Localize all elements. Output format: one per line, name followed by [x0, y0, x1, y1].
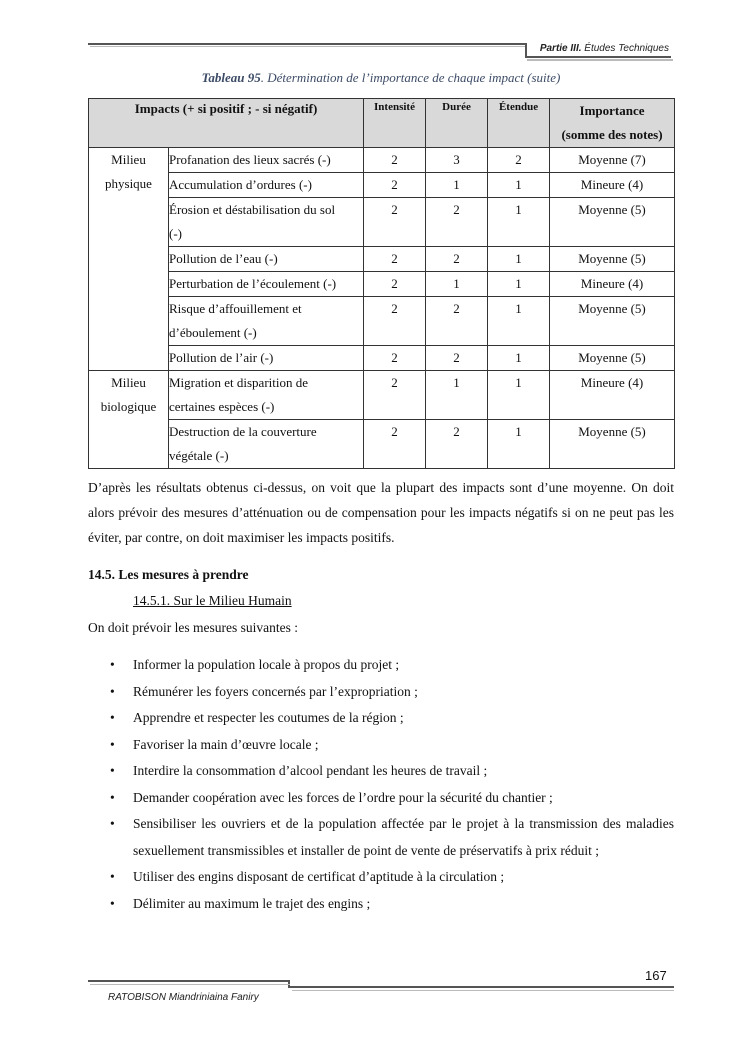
- importance-cell: Moyenne (5): [550, 297, 675, 346]
- subsection-title: 14.5.1. Sur le Milieu Humain: [133, 593, 292, 608]
- header-duree: Durée: [426, 99, 488, 148]
- importance-cell: Mineure (4): [550, 173, 675, 198]
- intensite-cell: 2: [364, 198, 426, 247]
- header-impacts: Impacts (+ si positif ; - si négatif): [89, 99, 364, 148]
- impact-cell: Migration et disparition de certaines espèces (-): [169, 371, 364, 420]
- etendue-cell: 1: [488, 247, 550, 272]
- importance-cell: Moyenne (5): [550, 346, 675, 371]
- table-caption: [88, 70, 674, 86]
- bullet-icon: •: [110, 683, 115, 699]
- header-etendue: Étendue: [488, 99, 550, 148]
- table-row: [89, 346, 675, 371]
- table-row: [89, 247, 675, 272]
- etendue-cell: 1: [488, 371, 550, 420]
- impact-cell: Perturbation de l’écoulement (-): [169, 272, 364, 297]
- etendue-cell: 1: [488, 346, 550, 371]
- measures-lead: On doit prévoir les mesures suivantes :: [88, 620, 298, 635]
- etendue-cell: 1: [488, 198, 550, 247]
- page-number: 167: [645, 968, 667, 983]
- intensite-cell: 2: [364, 148, 426, 173]
- table-header-row: [89, 99, 675, 148]
- table-row: [89, 173, 675, 198]
- list-item-text: Rémunérer les foyers concernés par l’expropriation ;: [133, 683, 418, 699]
- bullet-icon: •: [110, 736, 115, 752]
- duree-cell: 2: [426, 297, 488, 346]
- header-box-shadow: [527, 59, 673, 61]
- running-header: [540, 43, 669, 54]
- etendue-cell: 1: [488, 173, 550, 198]
- footer-rule-shadow: [292, 990, 674, 991]
- duree-cell: 1: [426, 272, 488, 297]
- header-box-rule: [525, 56, 671, 58]
- etendue-cell: 1: [488, 297, 550, 346]
- list-item: [88, 811, 674, 864]
- importance-cell: Mineure (4): [550, 371, 675, 420]
- results-paragraph: D’après les résultats obtenus ci-dessus, on voit que la plupart des impacts sont d’une moyenne. On doit alors prévoir des mesures d’atténuation ou de compensation pour les impacts négatifs si on ne peut pas les éviter, par contre, on doit maximiser les impacts positifs.: [88, 480, 674, 545]
- duree-cell: 2: [426, 346, 488, 371]
- impact-cell: Pollution de l’air (-): [169, 346, 364, 371]
- footer-box-shadow: [90, 984, 290, 985]
- importance-cell: Moyenne (7): [550, 148, 675, 173]
- impact-cell: Pollution de l’eau (-): [169, 247, 364, 272]
- duree-cell: 2: [426, 247, 488, 272]
- intensite-cell: 2: [364, 173, 426, 198]
- list-item: [88, 785, 674, 812]
- list-item-text: Informer la population locale à propos du projet ;: [133, 657, 400, 672]
- table-caption-text: . Détermination de l’importance de chaque impact (suite): [260, 70, 561, 85]
- impact-cell: Risque d’affouillement et d’éboulement (-): [169, 297, 364, 346]
- group-milieu-biologique: Milieu biologique: [89, 371, 169, 469]
- header-section: Études Techniques: [584, 43, 669, 54]
- impact-cell: Profanation des lieux sacrés (-): [169, 148, 364, 173]
- intensite-cell: 2: [364, 346, 426, 371]
- header-intensite: Intensité: [364, 99, 426, 148]
- duree-cell: 3: [426, 148, 488, 173]
- bullet-icon: •: [110, 763, 115, 778]
- footer-rule: [290, 986, 674, 988]
- footer-author: RATOBISON Miandriniaina Faniry: [108, 992, 259, 1003]
- list-item: [88, 732, 674, 759]
- measures-list: [88, 652, 674, 917]
- impact-cell: Érosion et déstabilisation du sol (-): [169, 198, 364, 247]
- list-item: [88, 652, 674, 679]
- importance-cell: Moyenne (5): [550, 198, 675, 247]
- bullet-icon: •: [110, 895, 115, 911]
- table-row: [89, 198, 675, 247]
- list-item-text: Demander coopération avec les forces de l’ordre pour la sécurité du chantier ;: [133, 789, 553, 805]
- duree-cell: 1: [426, 173, 488, 198]
- table-row: [89, 371, 675, 420]
- impact-cell: Destruction de la couverture végétale (-): [169, 420, 364, 469]
- header-rule-shadow: [90, 46, 527, 47]
- etendue-cell: 2: [488, 148, 550, 173]
- list-item-text: Utiliser des engins disposant de certificat d’aptitude à la circulation ;: [133, 869, 505, 884]
- bullet-icon: •: [110, 869, 115, 884]
- intensite-cell: 2: [364, 371, 426, 420]
- table-caption-label: Tableau 95: [201, 70, 261, 85]
- list-item: [88, 864, 674, 891]
- importance-cell: Moyenne (5): [550, 247, 675, 272]
- header-rule: [88, 43, 527, 45]
- duree-cell: 2: [426, 198, 488, 247]
- list-item-text: Sensibiliser les ouvriers et de la population affectée par le projet à la transmission des maladies sexuellement transmissibles et installer de point de vente de préservatifs à prix réduit ;: [133, 816, 674, 858]
- duree-cell: 1: [426, 371, 488, 420]
- header-part: Partie III.: [539, 43, 582, 54]
- table-row: [89, 297, 675, 346]
- group-milieu-physique: Milieu physique: [89, 148, 169, 371]
- importance-cell: Mineure (4): [550, 272, 675, 297]
- intensite-cell: 2: [364, 272, 426, 297]
- bullet-icon: •: [110, 816, 115, 831]
- header-importance: Importance (somme des notes): [550, 99, 675, 148]
- bullet-icon: •: [110, 657, 115, 672]
- section-title: 14.5. Les mesures à prendre: [88, 567, 249, 582]
- intensite-cell: 2: [364, 297, 426, 346]
- etendue-cell: 1: [488, 420, 550, 469]
- table-row: [89, 148, 675, 173]
- intensite-cell: 2: [364, 420, 426, 469]
- footer-box-rule: [88, 980, 290, 982]
- bullet-icon: •: [110, 710, 115, 725]
- list-item: [88, 705, 674, 732]
- bullet-icon: •: [110, 789, 115, 805]
- list-item-text: Apprendre et respecter les coutumes de la région ;: [133, 710, 404, 725]
- list-item-text: Favoriser la main d’œuvre locale ;: [133, 736, 319, 752]
- list-item: [88, 758, 674, 785]
- etendue-cell: 1: [488, 272, 550, 297]
- intensite-cell: 2: [364, 247, 426, 272]
- table-row: [89, 420, 675, 469]
- impact-cell: Accumulation d’ordures (-): [169, 173, 364, 198]
- list-item-text: Délimiter au maximum le trajet des engins ;: [133, 895, 371, 911]
- list-item: [88, 679, 674, 706]
- impact-importance-table: [88, 98, 675, 469]
- list-item: [88, 891, 674, 918]
- table-row: [89, 272, 675, 297]
- importance-cell: Moyenne (5): [550, 420, 675, 469]
- duree-cell: 2: [426, 420, 488, 469]
- list-item-text: Interdire la consommation d’alcool pendant les heures de travail ;: [133, 763, 488, 778]
